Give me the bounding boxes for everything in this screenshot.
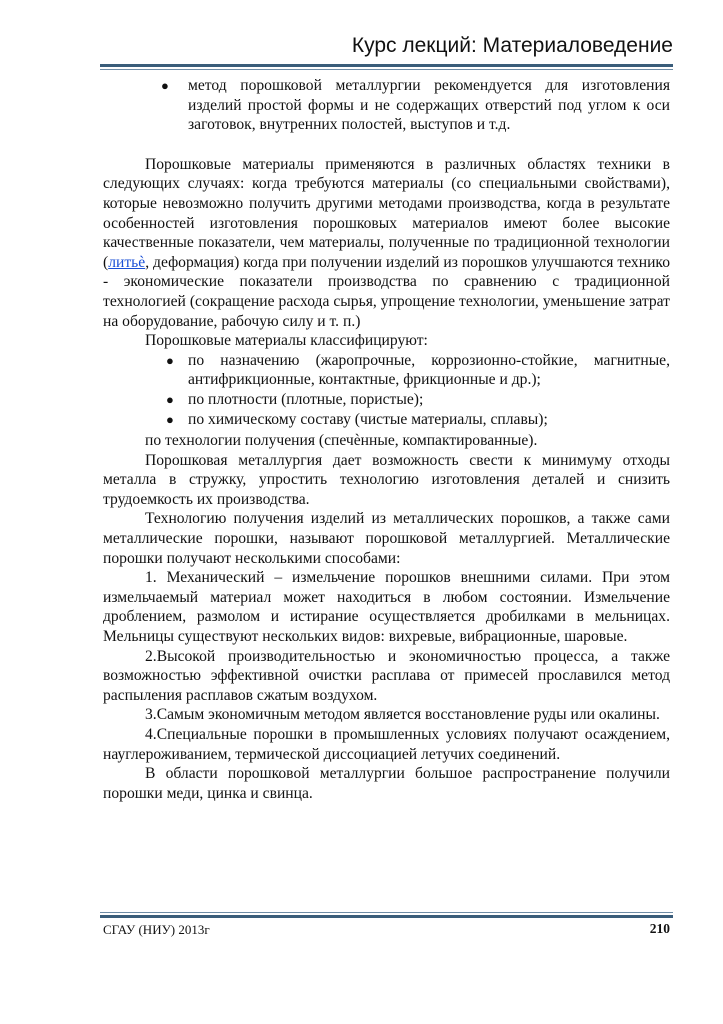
- paragraph: 3.Самым экономичным методом является восстановление руды или окалины.: [145, 706, 660, 724]
- paragraph: 2.Высокой производительностью и экономичностью процесса, а также возможностью эффективной очистки расплава от примесей прославился метод распыления расплавов сжатым воздухом.: [103, 647, 670, 704]
- bullet-icon: ●: [166, 352, 174, 368]
- list-item: [103, 410, 670, 430]
- list-item: [103, 390, 670, 410]
- bullet-icon: ●: [161, 78, 169, 93]
- classify-intro: Порошковые материалы классифицируют:: [145, 332, 428, 350]
- header-title: Курс лекций: Материаловедение: [351, 34, 673, 57]
- list-item: [103, 351, 670, 390]
- link-litye[interactable]: литьѐ: [108, 253, 146, 271]
- list-item-text: по плотности (плотные, пористые);: [188, 390, 424, 408]
- paragraph: Порошковая металлургия дает возможность свести к минимуму отходы металла в стружку, упростить технологию изготовления деталей и снизить трудоемкость их производства.: [103, 451, 670, 508]
- paragraph-text: , деформация) когда при получении изделий из порошков улучшаются технико - экономические показатели производства по сравнению с традиционной технологией (сокращение расхода сырья, упрощение технологии, уменьшение затрат на оборудование, рабочую силу и т. п.): [103, 253, 670, 330]
- paragraph: В области порошковой металлургии большое распространение получили порошки меди, цинка и свинца.: [103, 765, 670, 802]
- paragraph-text: Порошковые материалы применяются в различных областях техники в следующих случаях: когда требуются материалы (со специальными свойствами), которые невозможно получить другими методами производства, когда в результате особенностей изготовления порошковых материалов имеют более высокие качественные показатели, чем материалы, полученные по традиционной технологии (: [103, 155, 670, 271]
- paragraph: 1. Механический – измельчение порошков внешними силами. При этом измельчаемый материал может находиться в любом состоянии. Измельчение дроблением, размолом и истирание осуществляется дробилками в мельницах. Мельницы существуют нескольких видов: вихревые, вибрационные, шаровые.: [103, 569, 670, 646]
- page-number: 210: [649, 921, 670, 936]
- bullet-intro-text: метод порошковой металлургии рекомендуется для изготовления изделий простой формы и не содержащих отверстий под углом к оси заготовок, внутренних полостей, выступов и т.д.: [188, 77, 670, 134]
- document-body: [103, 76, 670, 803]
- paragraph: 4.Специальные порошки в промышленных условиях получают осаждением, науглероживанием, термической диссоциацией летучих соединений.: [103, 726, 670, 763]
- list-item: [103, 76, 670, 135]
- classify-last: по технологии получения (спечѐнные, компактированные).: [145, 432, 538, 450]
- header-rule-thick: [100, 64, 673, 67]
- list-item-text: по назначению (жаропрочные, коррозионно-стойкие, магнитные, антифрикционные, контактные, фрикционные и др.);: [188, 351, 670, 389]
- footer-rule-thick: [100, 915, 673, 918]
- footer-left: СГАУ (НИУ) 2013г: [103, 922, 210, 937]
- bullet-icon: ●: [166, 391, 174, 407]
- paragraph: Технологию получения изделий из металлических порошков, а также сами металлические порошки, называют порошковой металлургией. Металлические порошки получают несколькими способами:: [103, 510, 670, 567]
- bullet-icon: ●: [166, 411, 174, 427]
- footer-rule-thin: [100, 912, 673, 913]
- paragraph: [103, 155, 670, 331]
- list-item-text: по химическому составу (чистые материалы, сплавы);: [188, 410, 548, 428]
- header-rule-thin: [100, 69, 673, 70]
